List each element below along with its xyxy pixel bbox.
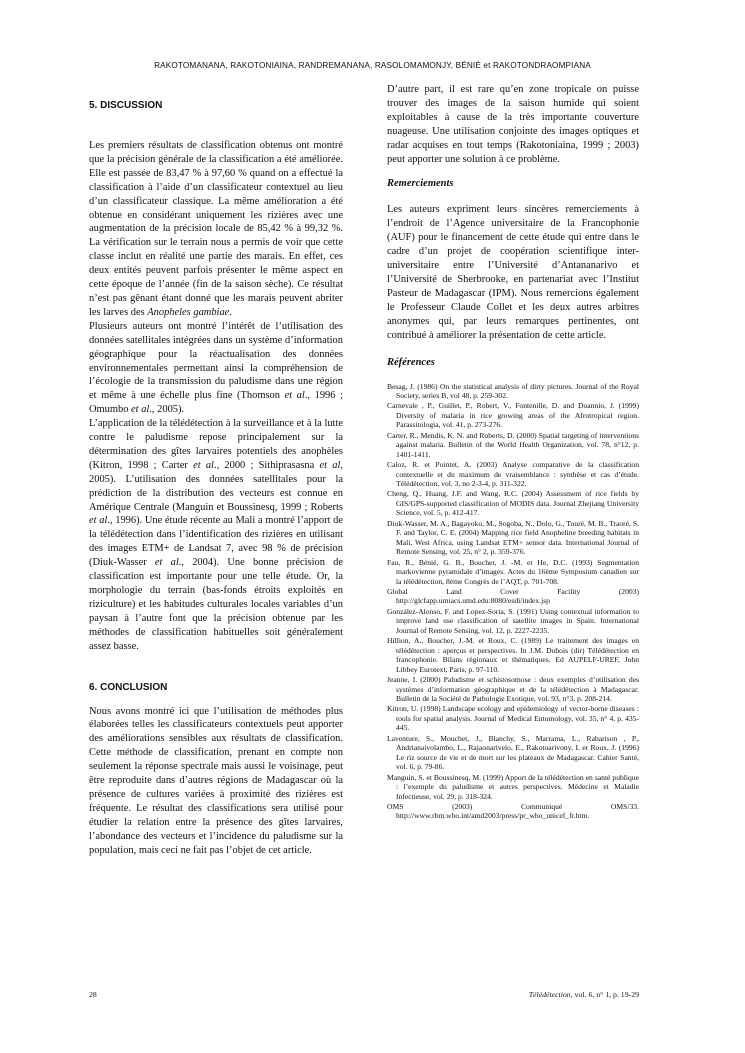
discussion-heading: 5. DISCUSSION (89, 100, 163, 111)
acknowledgements-paragraph: Les auteurs expriment leurs sincères remerciements à l’endroit de l’Agence universitaire de la Francophonie (AUF) pour le financement de cette étude qui entre dans le cadre d’un projet de coopération scientifique inter-universitaire entre l’Université d’Antananarivo et l’Université de Sherbrooke, en partenariat avec l’Institut Pasteur de Madagascar (IPM). Nous remercions également le Professeur Claude Collet et les deux autres arbitres anonymes qui, par leurs remarques pertinentes, ont contribué à améliorer la présentation de cette article. (387, 204, 639, 341)
reference-item: OMS (2003) Communiqué OMS/33. http://www.rbm.who.int/amd2003/press/pr_who_unicef_fr.htm. (387, 801, 639, 821)
reference-item: Besag, J. (1986) On the statistical analysis of dirty pictures. Journal of the Royal Society, series B, vol 48, p. 259-302. (387, 381, 639, 400)
discussion-paragraph-3: L’application de la télédétection à la surveillance et à la lutte contre le paludisme repose principalement sur la détermination des gîtes larvaires potentiels des anophèles (Kitron, 1998 ; Carter et al., 2000 ; Sithiprasasna et al, 2005). L’utilisation des données satellitales pour la prédiction de la distribution des vecteurs est connue en Amérique Centrale (Manguin et Boussinesq, 1999 ; Roberts et al., 1996). Une étude récente au Mali a montré l’apport de la télédétection dans l’identification des rizières en utilisant des images ETM+ de Landsat 7, avec 98 % de précision (Diuk-Wasser et al., 2004). Une bonne précision de classification est importante pour une telle étude. Or, la morphologie du terrain (bas-fonds étroits exploités en riziculture) et les habitudes culturales locales variables d’un paysan à l’autre font que la précision obtenue par les méthodes de classification habituelles soit généralement assez basse. (89, 418, 343, 652)
reference-item: Hillion, A., Boucher, J.-M. et Roux, C. (1989) Le traitement des images en télédétection : aperçus et perspectives. In J.M. Dubois (dir) Télédétection en francophonie. Bilans régionaux et thématiques. Ed AUPELF-UREF, John Libbey Eurotext, Paris, p. 97-110. (387, 636, 639, 674)
journal-citation (529, 990, 639, 999)
right-column (387, 83, 639, 822)
reference-item: Jeanne, I. (2000) Paludisme et schistosomose : deux exemples d’utilisation des systèmes d’information géographique et de la télédétection à Madagascar. Bulletin de la Société de Pathologie Exotique, vol. 93, n°3, p. 208-214. (387, 675, 639, 703)
reference-item: Carter, R., Mendis, K. N. and Roberts, D. (2000) Spatial targeting of interventions against malaria. Bulletin of the World Health Organization, vol. 78, n°12, p. 1401-1411. (387, 430, 639, 459)
page-number: 28 (89, 990, 97, 999)
reference-item: Laventure, S., Mouchet, J., Blanchy, S., Marrama, L., Rabarison , P., Andrianaivolambo, L., Rajaonarivelo, E., Rakotoarivony, I. et Roux, J. (1996) Le riz source de vie et de mort sur les plateaux de Madagascar. Cahier Santé, vol. 6, p. 79-86. (387, 733, 639, 772)
reference-item: González-Alonso, F. and Lopez-Soria, S. (1991) Using contextual information to improve land use classification of satellite images in Spain. International Journal of Remote Sensing, vol. 12, p. 2227-2235. (387, 606, 639, 635)
volume-info: , vol. 6, n° 1, p. 19-29 (570, 990, 639, 999)
reference-item: Diuk-Wasser, M. A., Bagayoko, M., Sogoba, N., Dolo, G., Touré, M. B., Traoré, S. F. and Taylor, C. E. (2004) Mapping rice field Anopheline breeding habitats in Mali, West Africa, using Landsat ETM+ sensor data. International Journal of Remote Sensing, vol. 25, n° 2, p. 359-376. (387, 518, 639, 557)
reference-item: Carnevale , P., Guillet, P., Robert, V., Fontenille, D. and Doannio, J. (1999) Diversity of malaria in rice growing areas of the Afrotropical region. Parassitologia, vol. 41, p. 273-276. (387, 401, 639, 430)
reference-item: Cheng, Q., Huang, J.F. and Wang, R.C. (2004) Assessment of rice fields by GIS/GPS-supported classification of MODIS data. Journal Zhejiang University Science, vol. 5, p. 412-417. (387, 489, 639, 518)
acknowledgements-heading: Remerciements (387, 178, 454, 190)
discussion-paragraph-1: Les premiers résultats de classification obtenus ont montré que la précision générale de la classification a été améliorée. Elle est passée de 83,47 % à 97,60 % quand on a effectué la classification à l’aide d’un classificateur contextuel au lieu d’un classificateur classique. La même amélioration a été obtenue en considérant uniquement les rizières avec une augmentation de la précision locale de 85,42 % à 99,32 %. La vérification sur le terrain nous a permis de voir que cette classe inclut en réalité une partie des marais. En effet, ces deux entités peuvent parfois présenter le même aspect en cette époque de l’année (fin de la saison sèche). Ce résultat n’est pas gênant étant donné que les marais peuvent abriter les larves des Anopheles gambiae. (89, 140, 343, 318)
conclusion-heading: 6. CONCLUSION (89, 681, 168, 693)
continued-paragraph: D’autre part, il est rare qu’en zone tropicale on puisse trouver des images de la saison humide qui soient exploitables à cause de la très importante couverture nuageuse. Une utilisation conjointe des images optiques et radar acquises en tout temps (Rakotoniaina, 1999 ; 2003) peut apporter une solution à ce problème. (387, 84, 639, 165)
left-column (89, 100, 343, 858)
running-header: RAKOTOMANANA, RAKOTONIAINA, RANDREMANANA, RASOLOMAMONJY, BÉNIÉ et RAKOTONDRAOMPIANA (154, 61, 591, 70)
reference-item: Fau, R., Bénié, G. B., Boucher, J. -M. et He, D.C. (1993) Segmentation markovienne pyramidale d’images. Actes du 16ème Symposium canadien sur la télédétection, 8ème Congrès de l’AQT, p. 701-708. (387, 557, 639, 586)
journal-name: Télédétection (528, 990, 571, 999)
reference-item: Manguin, S. et Boussinesq, M. (1999) Apport de la télédétection en santé publique : l’exemple du paludisme et autres perspectives. Médecine et Maladie Infectieuse, vol. 29, p. 318-324. (387, 772, 639, 801)
conclusion-paragraph: Nous avons montré ici que l’utilisation de méthodes plus élaborées telles les classificateurs contextuels peut apporter des améliorations sensibles aux résultats de classification. Cette méthode de classification, prenant en compte non seulement la réponse spectrale mais aussi le voisinage, peut être reproduite dans d’autres régions de Madagascar où la présence de cultures variées à proximité des rizières est fréquente. Le résultat des classifications sera utilisé pour étudier la relation entre la présence des gîtes larvaires, l’abondance des vecteurs et l’incidence du paludisme sur la population, mais ceci ne fait pas l’objet de cet article. (89, 705, 343, 856)
references-heading: Références (387, 356, 435, 368)
reference-item: Caloz, R. et Pointet, A. (2003) Analyse comparative de la classification contextuelle et du maximum de vraisemblance : synthèse et cas d’étude. Télédétection, vol. 3, no 2-3-4, p. 311-322. (387, 460, 639, 489)
reference-list (387, 382, 639, 821)
reference-item: Global Land Cover Facility (2003) http://glcfapp.umiacs.umd.edu:8080/esdi/index.jsp (387, 587, 639, 606)
discussion-paragraph-2: Plusieurs auteurs ont montré l’intérêt de l’utilisation des données satellitales intégrées dans un système d’information géographique pour la réactualisation des données environnementales permettant ainsi la compréhension de l’écologie de la transmission du paludisme dans une région et même à une échelle plus fine (Thomson et al., 1996 ; Omumbo et al., 2005). (89, 320, 343, 416)
reference-item: Kitron, U. (1998) Landscape ecology and epidemiology of vector-borne diseases : tools for spatial analysis. Journal of Medical Entomology, vol. 35, n° 4, p. 435-445. (387, 704, 639, 733)
